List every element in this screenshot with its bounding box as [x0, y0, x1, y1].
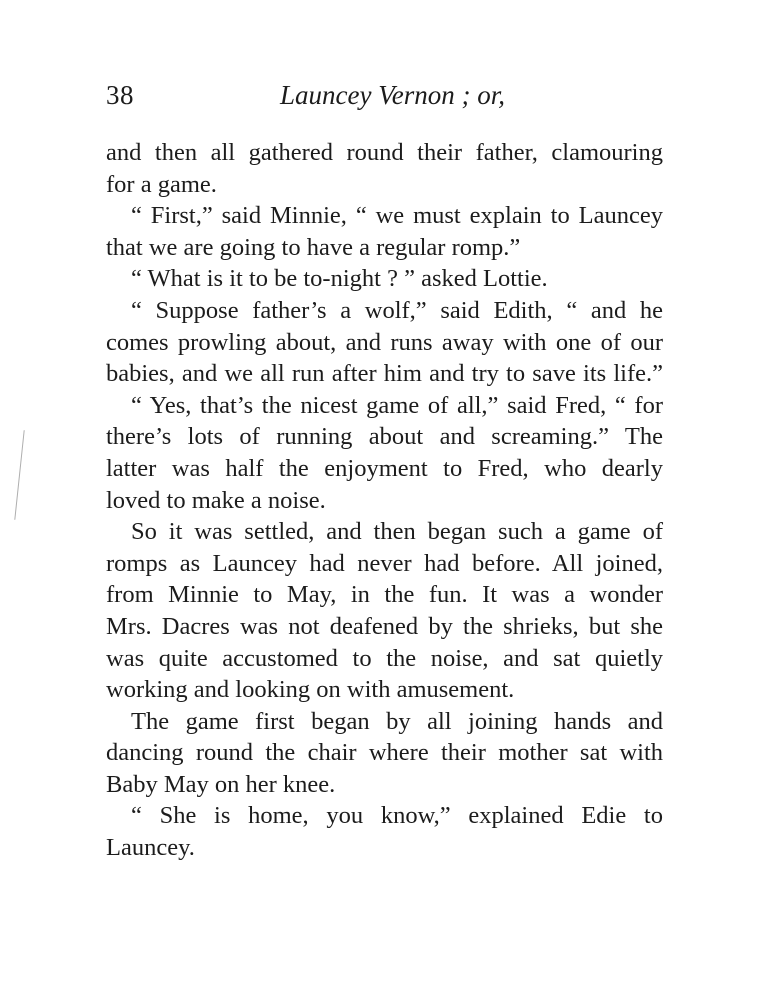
text-line: “ She is home, you know,” explained Edie to [131, 802, 663, 830]
text-line: Launcey. [106, 834, 195, 862]
running-title: Launcey Vernon ; or, [280, 80, 505, 110]
text-line: for a game. [106, 170, 217, 198]
text-line: Baby May on her knee. [106, 770, 336, 798]
text-line: babies, and we all run after him and try to save its life.” [106, 360, 663, 388]
text-line: working and looking on with amusement. [106, 676, 515, 704]
text-line: comes prowling about, and runs away with one of our [106, 328, 663, 356]
running-head [106, 80, 663, 116]
text-line: loved to make a noise. [106, 486, 326, 514]
body-text [106, 137, 663, 864]
text-line: So it was settled, and then began such a game of [131, 518, 663, 546]
text-line: “ Suppose father’s a wolf,” said Edith, “ and he [131, 296, 663, 324]
text-line: that we are going to have a regular romp.” [106, 233, 521, 261]
text-line: “ Yes, that’s the nicest game of all,” said Fred, “ for [131, 391, 663, 419]
page-number: 38 [106, 80, 134, 110]
text-line: Mrs. Dacres was not deafened by the shrieks, but she [106, 612, 663, 640]
text-line: latter was half the enjoyment to Fred, who dearly [106, 454, 663, 482]
text-line: “ First,” said Minnie, “ we must explain to Launcey [131, 202, 663, 230]
text-line: from Minnie to May, in the fun. It was a wonder [106, 581, 663, 609]
text-line: romps as Launcey had never had before. All joined, [106, 549, 663, 577]
text-line: dancing round the chair where their mother sat with [106, 739, 663, 767]
margin-mark [14, 430, 24, 520]
text-line: “ What is it to be to-night ? ” asked Lottie. [131, 265, 548, 293]
text-line: and then all gathered round their father, clamouring [106, 139, 663, 166]
text-line: The game first began by all joining hands and [131, 707, 663, 735]
text-line: was quite accustomed to the noise, and sat quietly [106, 644, 663, 672]
text-line: there’s lots of running about and screaming.” The [106, 423, 663, 451]
